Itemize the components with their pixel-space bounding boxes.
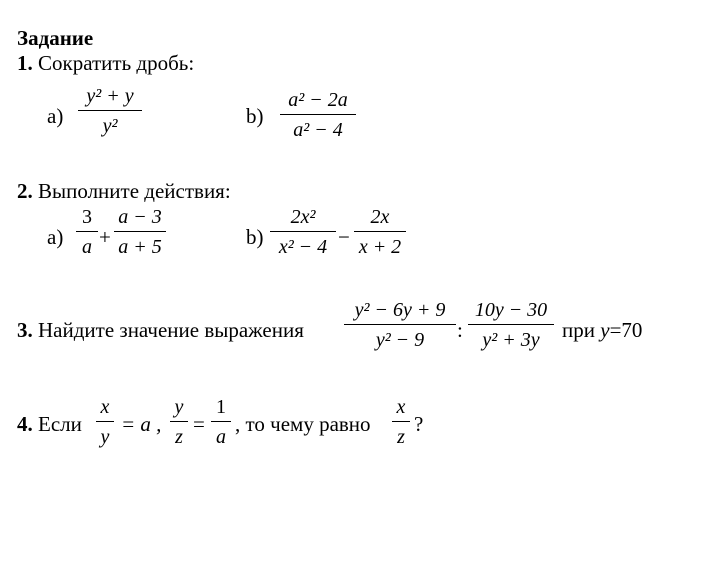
task4-middle-text: , то чему равно — [235, 412, 371, 436]
fraction-bar — [354, 231, 406, 232]
task3-f2-denominator: y² + 3y — [482, 329, 540, 351]
task3-text: Найдите значение выражения — [38, 318, 304, 342]
task2-b-f2-numerator: 2x — [370, 206, 390, 228]
task4-f3-denominator: a — [216, 426, 226, 448]
fraction-bar — [211, 421, 231, 422]
task1-number: 1. — [17, 51, 33, 75]
task2-a-f1-denominator: a — [82, 236, 92, 258]
task3-condition-prefix: при — [562, 318, 601, 342]
task2-b-fraction2 — [354, 205, 406, 259]
task3-f2-numerator: 10y − 30 — [474, 299, 548, 321]
task4-equals: = — [193, 412, 205, 436]
task4-fraction2 — [170, 395, 188, 449]
task1-a-label: a) — [47, 104, 64, 128]
task1-title: Сократить дробь: — [38, 51, 195, 75]
task2-a-f2-numerator: a − 3 — [118, 206, 162, 228]
task1-a-fraction — [78, 84, 142, 138]
task3-text-line — [17, 318, 304, 343]
task3-condition — [562, 318, 642, 343]
task4-f1-denominator: y — [100, 426, 110, 448]
task3-operator: : — [457, 318, 463, 342]
fraction-bar — [270, 231, 336, 232]
task2-b-operator: − — [338, 225, 350, 249]
task3-condition-variable: y — [600, 318, 610, 342]
task2-a-fraction2 — [114, 205, 166, 259]
fraction-bar — [170, 421, 188, 422]
task2-a-fraction1 — [76, 205, 98, 259]
fraction-bar — [392, 421, 410, 422]
task4-fraction4 — [392, 395, 410, 449]
task2-a-label: a) — [47, 225, 64, 249]
task2-number: 2. — [17, 179, 33, 203]
task3-fraction2 — [468, 298, 554, 352]
heading: Задание — [17, 26, 94, 50]
task2-title-line — [17, 179, 231, 204]
fraction-bar — [344, 324, 456, 325]
task3-f1-numerator: y² − 6y + 9 — [354, 299, 446, 321]
task3-condition-value: =70 — [609, 318, 643, 342]
task2-b-fraction1 — [270, 205, 336, 259]
task1-b-denominator: a² − 4 — [293, 119, 343, 141]
task1-title-line — [17, 51, 194, 76]
task4-f4-numerator: x — [396, 396, 406, 418]
task2-a-f2-denominator: a + 5 — [118, 236, 162, 258]
task4-f2-numerator: y — [174, 396, 184, 418]
task2-a-operator: + — [99, 225, 111, 249]
fraction-bar — [468, 324, 554, 325]
task4-prefix: Если — [38, 412, 82, 436]
task4-fraction1 — [96, 395, 114, 449]
task4-question-mark: ? — [414, 412, 424, 436]
task1-b-numerator: a² − 2a — [288, 89, 348, 111]
task4-fraction3 — [211, 395, 231, 449]
task3-fraction1 — [344, 298, 456, 352]
task3-number: 3. — [17, 318, 33, 342]
fraction-bar — [96, 421, 114, 422]
fraction-bar — [114, 231, 166, 232]
task4-equation1: = a , — [121, 412, 162, 436]
task1-b-label: b) — [246, 104, 264, 128]
fraction-bar — [76, 231, 98, 232]
task2-b-f2-denominator: x + 2 — [358, 236, 402, 258]
task2-a-f1-numerator: 3 — [82, 206, 92, 228]
task4-f4-denominator: z — [397, 426, 405, 448]
task3-f1-denominator: y² − 9 — [375, 329, 425, 351]
task2-b-label: b) — [246, 225, 264, 249]
task4-f2-denominator: z — [175, 426, 183, 448]
task1-a-denominator: y² — [102, 115, 118, 137]
task4-f3-numerator: 1 — [216, 396, 226, 418]
task1-a-numerator: y² + y — [86, 85, 134, 107]
task2-b-f1-numerator: 2x² — [290, 206, 316, 228]
task2-b-f1-denominator: x² − 4 — [278, 236, 328, 258]
task1-b-fraction — [280, 88, 356, 142]
fraction-bar — [280, 114, 356, 115]
fraction-bar — [78, 110, 142, 111]
task4-prefix-line — [17, 412, 82, 437]
task4-number: 4. — [17, 412, 33, 436]
task4-f1-numerator: x — [100, 396, 110, 418]
task2-title: Выполните действия: — [38, 179, 231, 203]
